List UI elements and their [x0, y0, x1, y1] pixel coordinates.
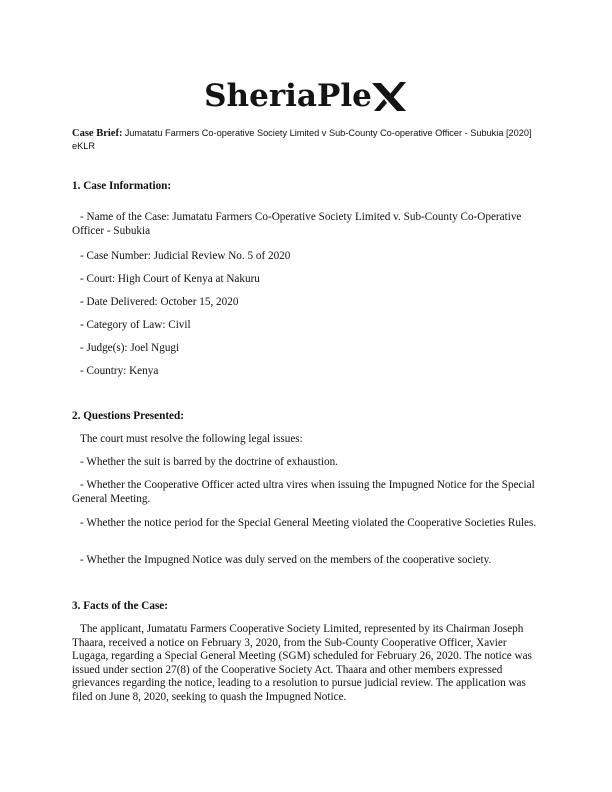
list-item [72, 250, 550, 264]
facts-body: The applicant, Jumatatu Farmers Cooperative Society Limited, represented by its Chairman Joseph Thaara, received a notice on February 3, 2020, from the Sub-County Cooperative Officer, Xavier Lugaga, regarding a Special General Meeting (SGM) scheduled for February 26, 2020. The notice was issued under section 27(8) of the Cooperative Society Act. Thaara and other members expressed grievances regarding the notice, leading to a resolution to pursue judicial review. The application was filed on June 8, 2020, seeking to quash the Impugned Notice. [72, 623, 532, 703]
category-of-law: - Category of Law: Civil [80, 319, 191, 331]
facts-paragraph [72, 623, 542, 704]
case-brief-title [72, 127, 542, 153]
section-heading: 3. Facts of the Case: [72, 600, 169, 612]
date-delivered: - Date Delivered: October 15, 2020 [80, 296, 239, 308]
questions-intro [72, 433, 550, 447]
question-4: - Whether the Impugned Notice was duly served on the members of the cooperative society. [80, 554, 492, 566]
question-1: - Whether the suit is barred by the doctrine of exhaustion. [80, 456, 338, 468]
country: - Country: Kenya [80, 365, 159, 377]
list-item [72, 319, 550, 333]
list-item [72, 365, 550, 379]
case-brief-label: Case Brief: [72, 128, 123, 139]
section-heading: 2. Questions Presented: [72, 410, 184, 422]
case-number: - Case Number: Judicial Review No. 5 of 2020 [80, 250, 291, 262]
logo-wordmark: SheriaPle [204, 78, 372, 114]
section-case-information [72, 180, 542, 194]
case-name: - Name of the Case: Jumatatu Farmers Co-Operative Society Limited v. Sub-County Co-Operative Officer - Subukia [72, 211, 522, 237]
list-item [72, 342, 550, 356]
sheriaplex-logo [0, 76, 612, 116]
list-item [72, 479, 542, 506]
list-item [72, 273, 550, 287]
list-item [72, 456, 550, 470]
list-item [72, 517, 542, 531]
question-2: - Whether the Cooperative Officer acted ultra vires when issuing the Impugned Notice for the Special General Meeting. [72, 479, 535, 505]
logo-x-mark-icon [370, 80, 408, 114]
judges: - Judge(s): Joel Ngugi [80, 342, 180, 354]
question-3: - Whether the notice period for the Special General Meeting violated the Cooperative Societies Rules. [80, 517, 537, 529]
case-brief-text: Jumatatu Farmers Co-operative Society Limited v Sub-County Co-operative Officer - Subukia [2020] eKLR [72, 128, 532, 151]
court: - Court: High Court of Kenya at Nakuru [80, 273, 260, 285]
list-item [72, 296, 550, 310]
list-item [72, 554, 550, 568]
section-facts [72, 600, 542, 614]
section-heading: 1. Case Information: [72, 180, 172, 192]
list-item [72, 211, 542, 238]
section-questions-presented [72, 410, 542, 424]
questions-intro-text: The court must resolve the following legal issues: [80, 433, 303, 445]
